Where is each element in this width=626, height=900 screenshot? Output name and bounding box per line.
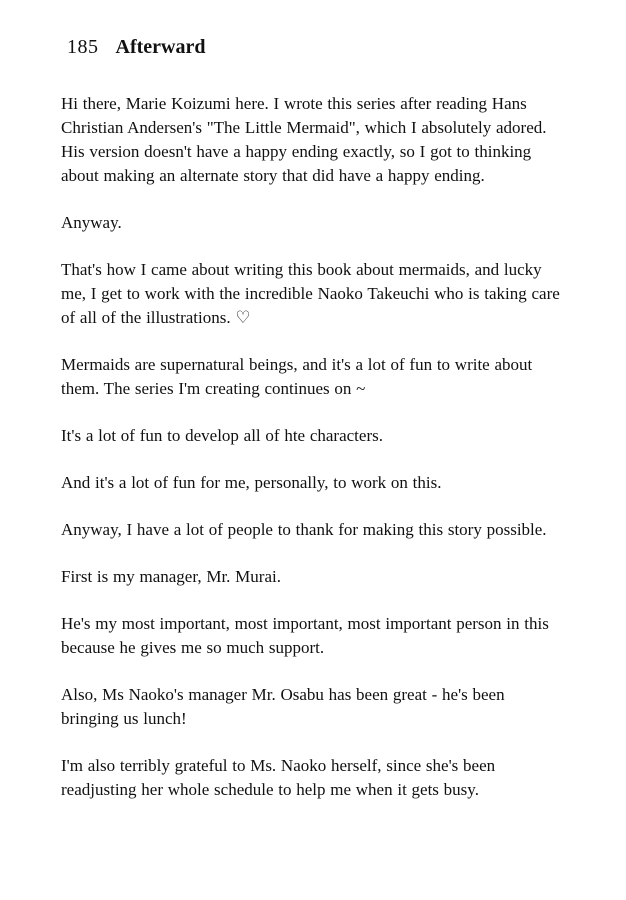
paragraph: Hi there, Marie Koizumi here. I wrote this series after reading Hans Christian Andersen's "The Little Mermaid", which I absolutely adored. His version doesn't have a happy ending exactly, so I got to thinking about making an alternate story that did have a happy ending. [61, 94, 547, 185]
paragraph: And it's a lot of fun for me, personally, to work on this. [61, 473, 442, 492]
page-header [67, 34, 566, 60]
afterword-body [61, 92, 566, 802]
paragraph: It's a lot of fun to develop all of hte characters. [61, 426, 383, 445]
paragraph: That's how I came about writing this book about mermaids, and lucky me, I get to work with the incredible Naoko Takeuchi who is taking care of all of the illustrations. ♡ [61, 260, 560, 327]
paragraph: Mermaids are supernatural beings, and it's a lot of fun to write about them. The series I'm creating continues on ~ [61, 355, 533, 398]
paragraph: Anyway. [61, 213, 122, 232]
paragraph: Also, Ms Naoko's manager Mr. Osabu has been great - he's been bringing us lunch! [61, 685, 505, 728]
paragraph: Anyway, I have a lot of people to thank for making this story possible. [61, 520, 547, 539]
page-number: 185 [67, 36, 99, 58]
paragraph: He's my most important, most important, most important person in this because he gives me so much support. [61, 614, 549, 657]
page-title: Afterward [115, 36, 206, 58]
paragraph: I'm also terribly grateful to Ms. Naoko herself, since she's been readjusting her whole schedule to help me when it gets busy. [61, 756, 496, 799]
paragraph: First is my manager, Mr. Murai. [61, 567, 281, 586]
